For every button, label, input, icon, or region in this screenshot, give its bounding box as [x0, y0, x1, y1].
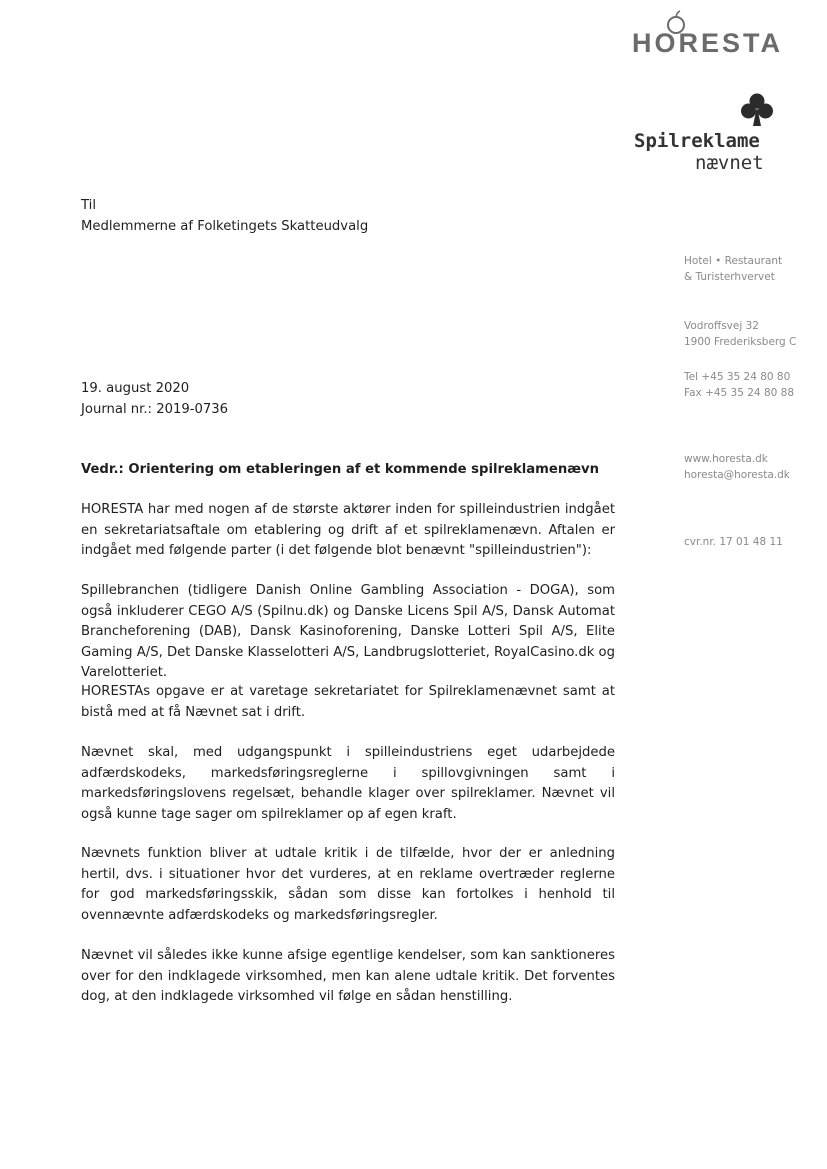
club-icon [740, 92, 774, 128]
paragraph: HORESTA har med nogen af de største aktører inden for spilleindustrien indgået en sekretariatsaftale om etablering og drift af et spilreklamenævn. Aftalen er indgået med følgende parter (i det følgende blot benævnt "spilleindustrien"): [81, 502, 615, 558]
spil-logo-line1: Spilreklame [634, 130, 760, 152]
letter-date: 19. august 2020 [81, 381, 190, 396]
website-link[interactable]: www.horesta.dk [684, 453, 768, 465]
paragraph: Nævnets funktion bliver at udtale kritik i de tilfælde, hvor der er anledning hertil, dvs. i situationer hvor det vurderes, at en reklame overtræder reglerne for god markedsføringsskik, sådan som disse kan fortolkes i henhold til ovennævnte adfærdskodeks og markedsføringsregler. [81, 846, 615, 923]
email-link[interactable]: horesta@horesta.dk [684, 469, 790, 481]
date-journal [81, 379, 615, 420]
horesta-logo [632, 10, 792, 60]
paragraph: HORESTAs opgave er at varetage sekretariatet for Spilreklamenævnet samt at bistå med at få Nævnet sat i drift. [81, 684, 615, 720]
sidebar-web [684, 451, 790, 483]
journal-number: Journal nr.: 2019-0736 [81, 401, 229, 417]
sidebar-organization: Hotel • Restaurant & Turisterhvervet [684, 255, 783, 283]
sidebar-cvr: cvr.nr. 17 01 48 11 [684, 536, 783, 548]
spilreklamenaevnet-logo [628, 92, 788, 182]
paragraph: Spillebranchen (tidligere Danish Online Gambling Association - DOGA), som også inkluderer CEGO A/S (Spilnu.dk) og Danske Licens Spil A/S, Dansk Automat Brancheforening (DAB), Dansk Kasinoforening, Danske Lotteri Spil A/S, Elite Gaming A/S, Det Danske Klasselotteri A/S, Landbrugslotteriet, RoyalCasino.dk og Varelotteriet. [81, 583, 615, 680]
paragraph: Nævnet skal, med udgangspunkt i spilleindustriens eget udarbejdede adfærdskodeks, markedsføringsreglerne i spillovgivningen samt i markedsføringslovens regelsæt, behandle klager over spilreklamer. Nævnet vil også kunne tage sager om spilreklamer op af egen kraft. [81, 745, 615, 822]
paragraph: Nævnet vil således ikke kunne afsige egentlige kendelser, som kan sanktioneres over for den indklagede virksomhed, men kan alene udtale kritik. Det forventes dog, at den indklagede virksomhed vil følge en sådan henstilling. [81, 948, 615, 1004]
sidebar-phone: Tel +45 35 24 80 80 Fax +45 35 24 80 88 [684, 371, 795, 399]
recipient: Til Medlemmerne af Folketingets Skatteudvalg [81, 198, 369, 234]
letter-subject: Vedr.: Orientering om etableringen af et kommende spilreklamenævn [81, 462, 600, 477]
spil-logo-line2: nævnet [695, 152, 764, 174]
horesta-wordmark: HORESTA [632, 28, 784, 58]
sidebar-address: Vodroffsvej 32 1900 Frederiksberg C [684, 320, 797, 348]
